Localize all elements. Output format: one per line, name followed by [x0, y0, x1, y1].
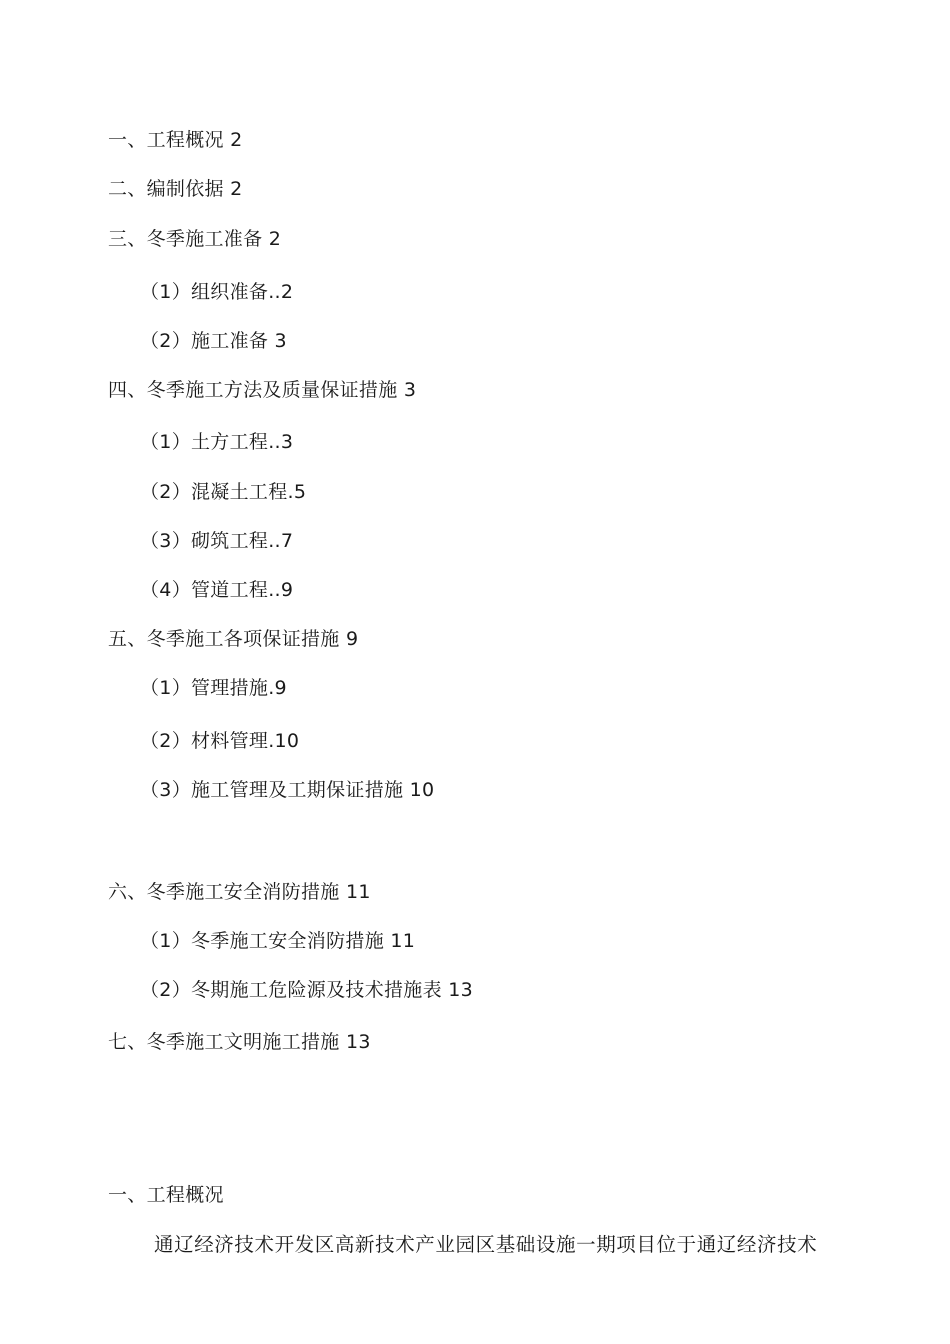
toc-subentry[interactable]: （2）材料管理.10 — [140, 730, 300, 752]
toc-subentry[interactable]: （1）冬季施工安全消防措施 11 — [140, 930, 416, 952]
toc-subentry[interactable]: （3）施工管理及工期保证措施 10 — [140, 779, 435, 801]
toc-subentry[interactable]: （2）施工准备 3 — [140, 330, 287, 352]
toc-subentry[interactable]: （1）管理措施.9 — [140, 677, 287, 699]
toc-subentry[interactable]: （4）管道工程..9 — [140, 579, 294, 601]
toc-entry[interactable]: 七、冬季施工文明施工措施 13 — [108, 1031, 371, 1053]
toc-entry[interactable]: 六、冬季施工安全消防措施 11 — [108, 881, 371, 903]
body-paragraph: 通辽经济技术开发区高新技术产业园区基础设施一期项目位于通辽经济技术 — [154, 1233, 818, 1256]
toc-entry[interactable]: 一、工程概况 2 — [108, 129, 243, 151]
toc-entry[interactable]: 四、冬季施工方法及质量保证措施 3 — [108, 379, 417, 401]
toc-subentry[interactable]: （1）组织准备..2 — [140, 281, 294, 303]
toc-entry[interactable]: 三、冬季施工准备 2 — [108, 228, 282, 250]
toc-subentry[interactable]: （2）冬期施工危险源及技术措施表 13 — [140, 979, 474, 1001]
toc-entry[interactable]: 五、冬季施工各项保证措施 9 — [108, 628, 359, 650]
toc-entry[interactable]: 二、编制依据 2 — [108, 178, 243, 200]
toc-subentry[interactable]: （2）混凝土工程.5 — [140, 481, 307, 503]
toc-subentry[interactable]: （1）土方工程..3 — [140, 431, 294, 453]
section-heading: 一、工程概况 — [108, 1184, 224, 1206]
toc-subentry[interactable]: （3）砌筑工程..7 — [140, 530, 294, 552]
